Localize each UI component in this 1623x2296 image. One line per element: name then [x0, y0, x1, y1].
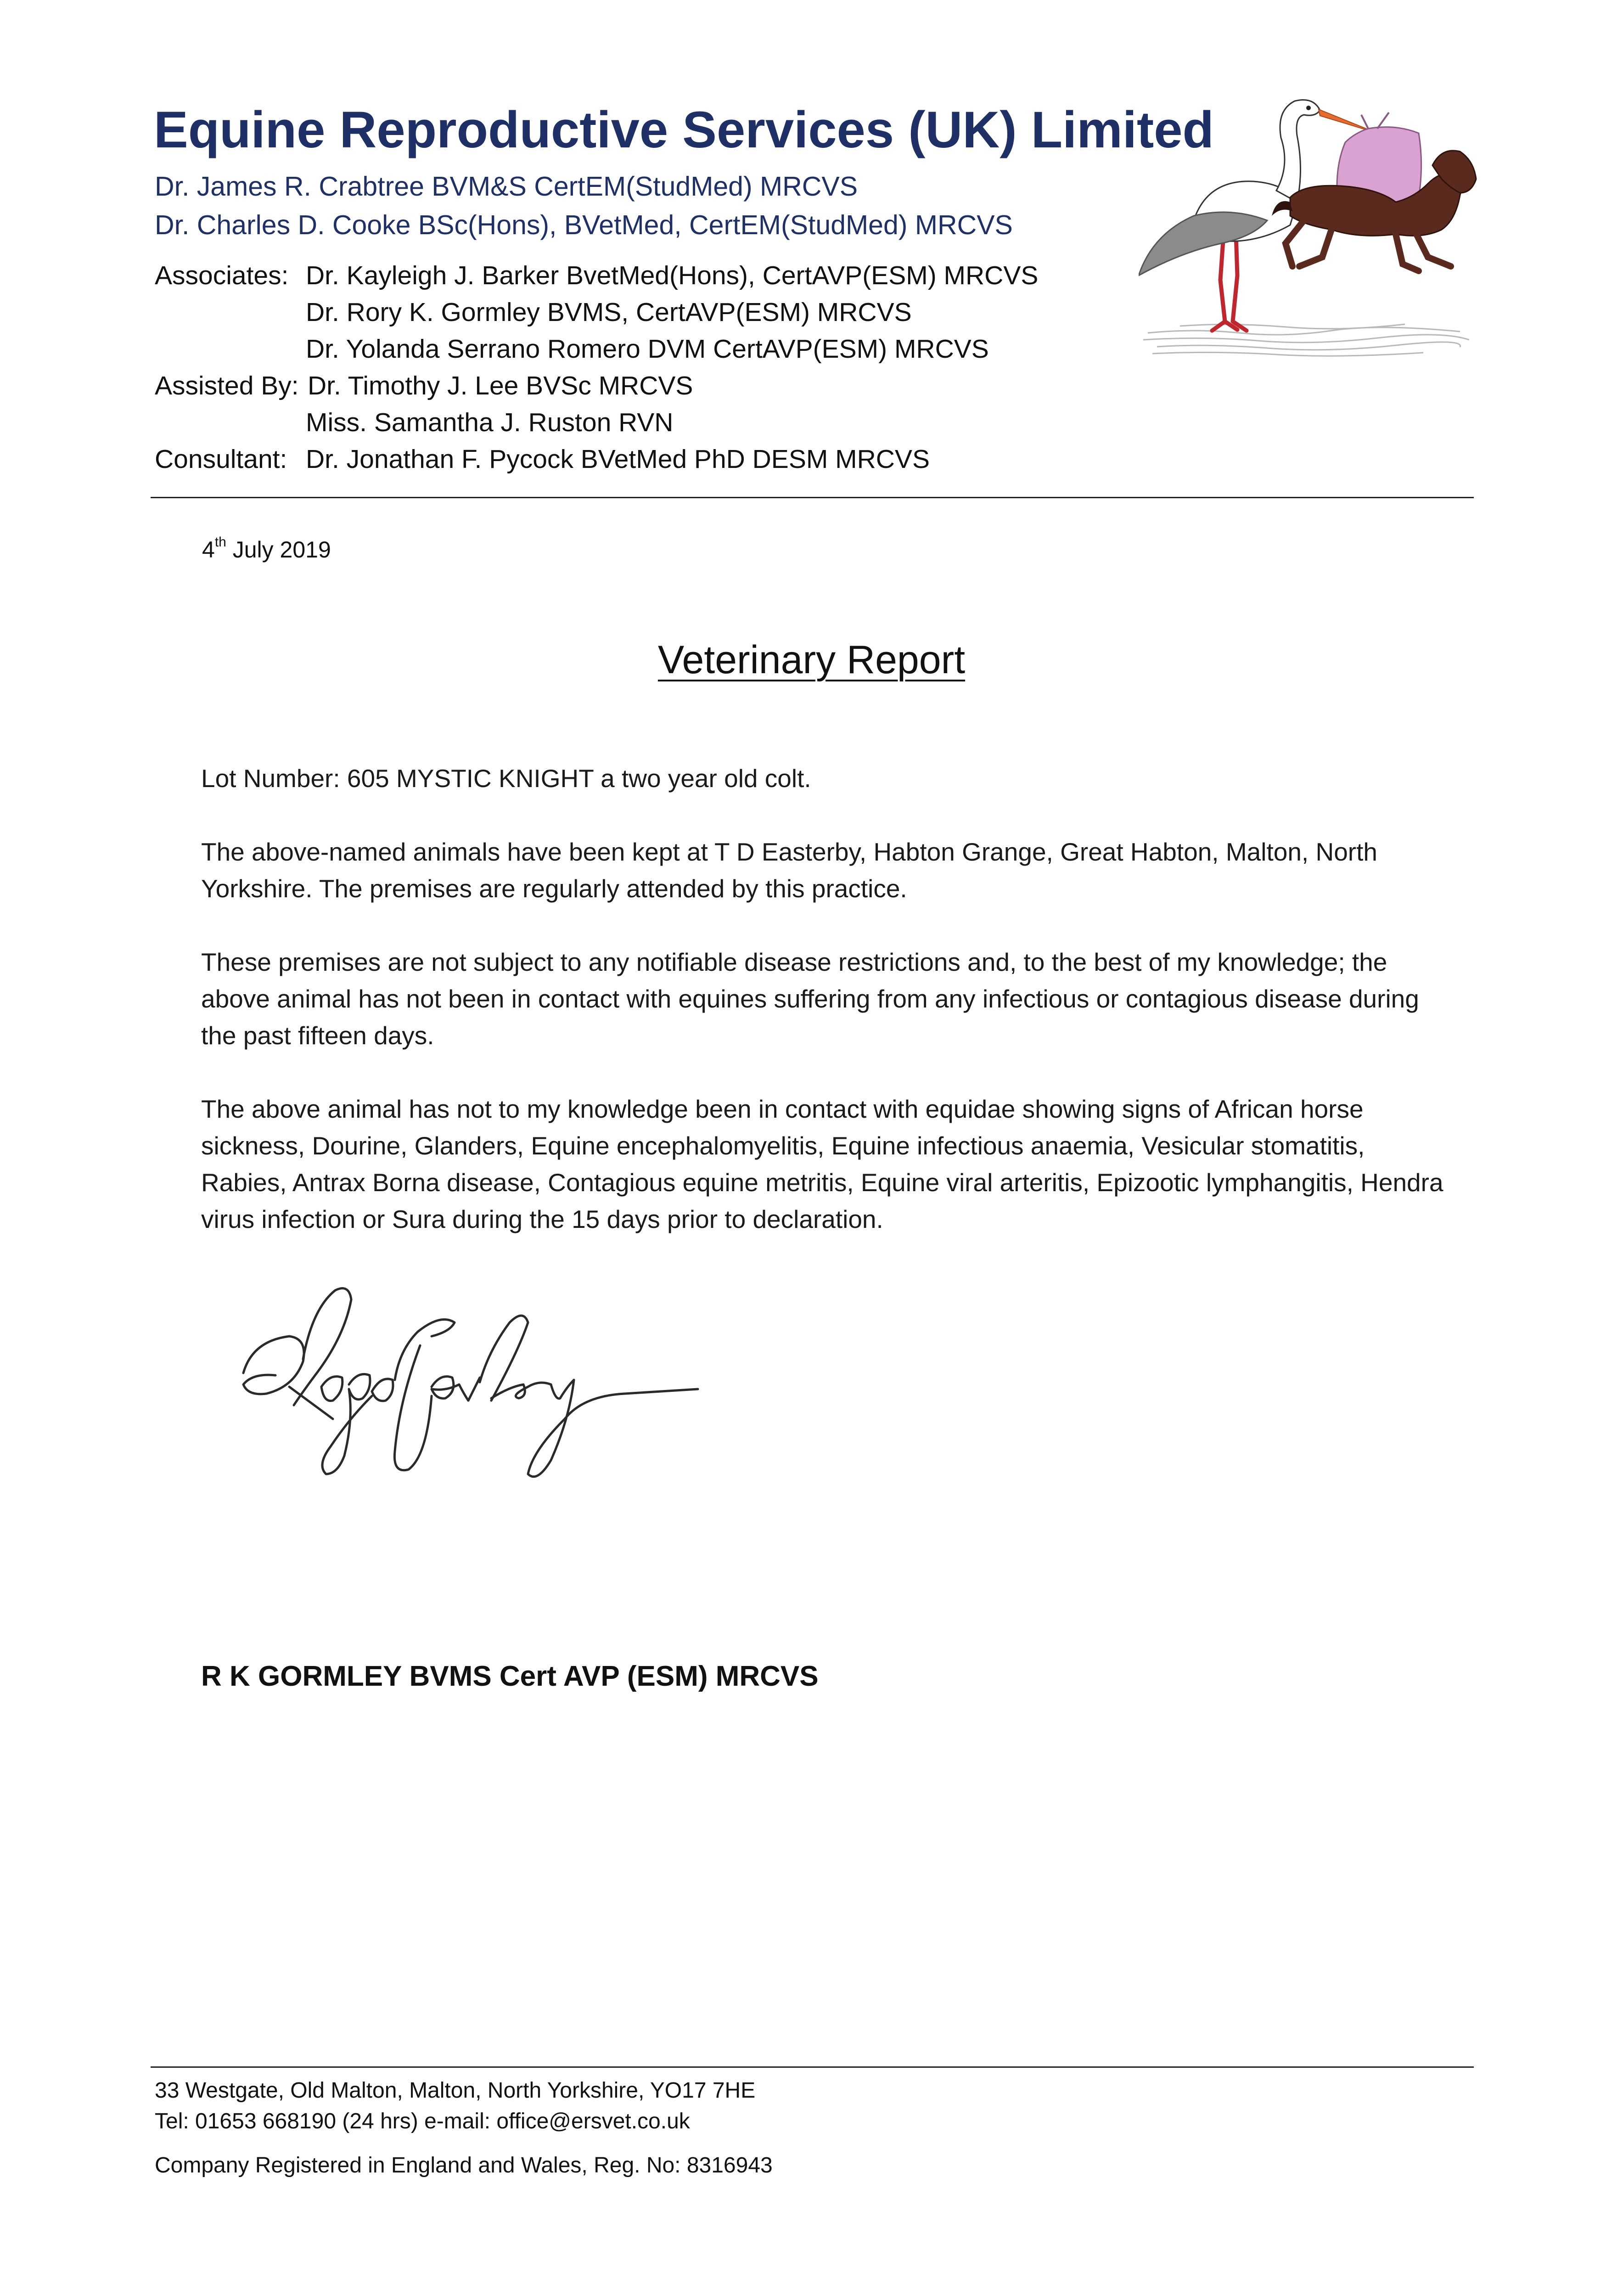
date-suffix: th: [214, 535, 226, 550]
date-day: 4: [202, 537, 215, 563]
staff-name: Dr. Jonathan F. Pycock BVetMed PhD DESM MRCVS: [306, 445, 930, 474]
stork-carrying-foal-logo-icon: [1139, 83, 1478, 358]
staff-name: Dr. Kayleigh J. Barker BvetMed(Hons), CertAVP(ESM) MRCVS: [306, 261, 1039, 290]
footer-divider: [151, 2066, 1474, 2068]
footer-contact: Tel: 01653 668190 (24 hrs) e-mail: office@ersvet.co.uk: [155, 2109, 690, 2133]
paragraph-lot-number: Lot Number: 605 MYSTIC KNIGHT a two year old colt.: [201, 764, 811, 793]
partner-line-2: Dr. Charles D. Cooke BSc(Hons), BVetMed, CertEM(StudMed) MRCVS: [155, 210, 1013, 240]
staff-label: Assisted By:: [155, 371, 299, 400]
paragraph-diseases: The above animal has not to my knowledge been in contact with equidae showing signs of African horse sickness, Dourine, Glanders, Equine encephalomyelitis, Equine infectious anaemia, Vesicular stomatitis, Rabies, Antrax Borna disease, Contagious equine metritis, Equine viral arteritis, Epizootic lymphangitis, Hendra virus infection or Sura during the 15 days prior to declaration.: [201, 1095, 1443, 1233]
staff-name: Dr. Timothy J. Lee BVSc MRCVS: [308, 371, 693, 400]
header-divider: [151, 497, 1474, 498]
paragraph-restrictions: These premises are not subject to any notifiable disease restrictions and, to the best of my knowledge; the above animal has not been in contact with equines suffering from any infectious or contagious disease during the past fifteen days.: [201, 948, 1419, 1050]
letter-date: [202, 536, 331, 563]
staff-label: Consultant:: [155, 445, 287, 474]
staff-name: Miss. Samantha J. Ruston RVN: [306, 408, 674, 437]
handwritten-signature-icon: [234, 1281, 707, 1497]
staff-label: Associates:: [155, 261, 289, 290]
report-title: Veterinary Report: [657, 638, 966, 682]
staff-name: Dr. Yolanda Serrano Romero DVM CertAVP(ESM) MRCVS: [306, 334, 989, 364]
footer-registration: Company Registered in England and Wales, Reg. No: 8316943: [155, 2153, 773, 2178]
partner-line-1: Dr. James R. Crabtree BVM&S CertEM(StudMed) MRCVS: [155, 171, 858, 202]
date-month-year: July 2019: [232, 537, 331, 563]
staff-name: Dr. Rory K. Gormley BVMS, CertAVP(ESM) MRCVS: [306, 298, 912, 327]
company-name: Equine Reproductive Services (UK) Limited: [154, 101, 1214, 158]
paragraph-premises: The above-named animals have been kept at T D Easterby, Habton Grange, Great Habton, Malton, North Yorkshire. The premises are regularly attended by this practice.: [201, 838, 1377, 903]
footer-address: 33 Westgate, Old Malton, Malton, North Yorkshire, YO17 7HE: [155, 2078, 756, 2103]
signatory-name: R K GORMLEY BVMS Cert AVP (ESM) MRCVS: [201, 1660, 819, 1692]
